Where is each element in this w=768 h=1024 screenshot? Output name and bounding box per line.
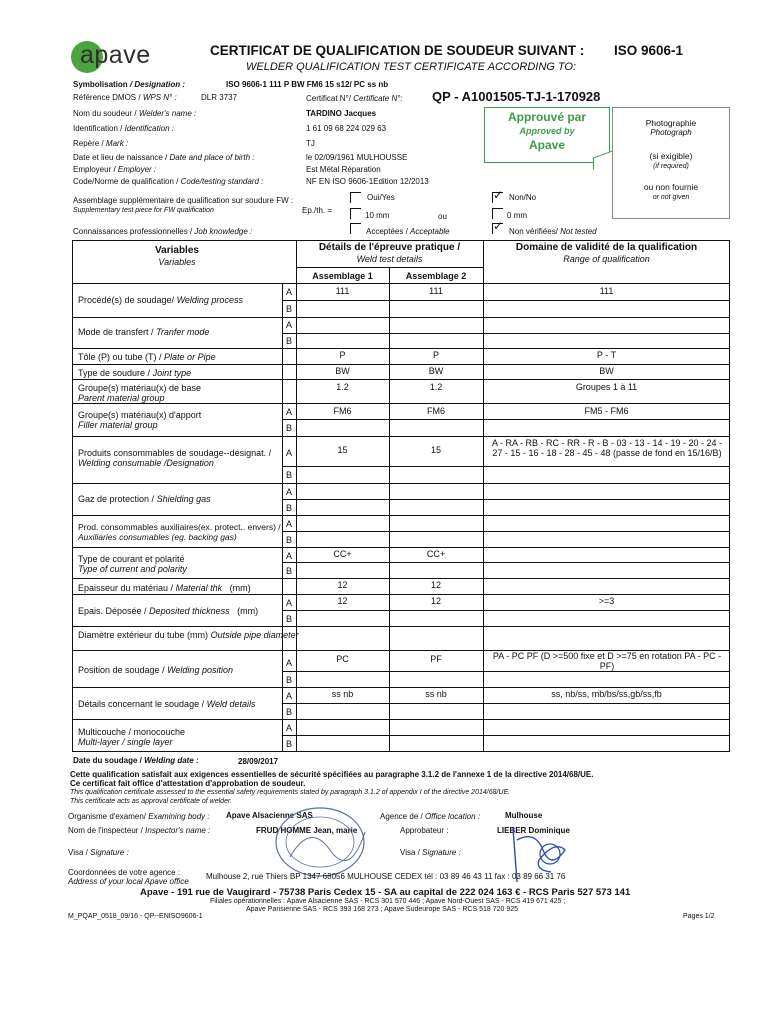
ep-0mm-label: 0 mm xyxy=(507,211,527,220)
coord-label: Coordonnées de votre agence : xyxy=(68,868,181,877)
code-label: Code/Norme de qualification / Code/testing standard : xyxy=(73,177,264,186)
approver-label: Approbateur : xyxy=(400,826,449,835)
row-consumables-label: Produits consommables de soudage--désignat. / Welding consumable /Designation xyxy=(78,448,272,468)
joint-a1: BW xyxy=(335,366,350,376)
ep-label: Ep./th. = xyxy=(302,206,333,215)
row-multilayer-label: Multicouche / monocouche xyxy=(78,727,186,737)
deposited-range: >=3 xyxy=(598,596,615,606)
plate-a2: P xyxy=(432,350,439,360)
col-range: Domaine de validité de la qualification xyxy=(515,242,698,253)
parent-range: Groupes 1 à 11 xyxy=(575,382,638,392)
name-value: TARDINO Jacques xyxy=(306,109,377,118)
thk-a2: 12 xyxy=(430,580,441,590)
coord-label-en: Address of your local Apave office xyxy=(68,877,189,886)
approver-value: LIEBER Dominique xyxy=(497,826,570,835)
row-filler-en: Filler material group xyxy=(78,420,158,430)
parent-a1: 1.2 xyxy=(336,382,349,392)
birth-value: le 02/09/1961 MULHOUSSE xyxy=(306,153,408,162)
row-a-marker: A xyxy=(285,519,292,529)
company-info: Apave - 191 rue de Vaugirard - 75738 Paris Cedex 15 - SA au capital de 222 024 163 € - RCS Paris 527 573 141 xyxy=(140,887,631,898)
coord-value: Mulhouse 2, rue Thiers BP 1347 68056 MULHOUSE CEDEX tél : 03 89 46 43 11 fax : 03 89 66 31 76 xyxy=(206,872,566,881)
photo-or-en: or not given xyxy=(652,194,690,201)
stamp-line-1: Approuvé par xyxy=(507,110,586,124)
code-value: NF EN ISO 9606-1Edition 12/2013 xyxy=(306,177,429,186)
photo-required: (si exigible) xyxy=(649,151,693,161)
office-label: Agence de / Office location : xyxy=(380,812,481,821)
current-a2: CC+ xyxy=(426,549,446,559)
dmos-label: Référence DMOS / WPS N° : xyxy=(73,93,177,102)
symbol-value: ISO 9606-1 111 P BW FM6 15 s12/ PC ss nb xyxy=(226,80,389,89)
filler-a2: FM6 xyxy=(427,406,445,416)
visa-label-left: Visa / Signature : xyxy=(68,848,129,857)
current-a1: CC+ xyxy=(333,549,352,559)
row-diameter-label: Diamètre extérieur du tube (mm) Outside pipe diameter xyxy=(78,630,299,640)
row-b-marker: B xyxy=(285,535,292,545)
cert-value: QP - A1001505-TJ-1-170928 xyxy=(432,89,601,104)
visa-label-right: Visa / Signature : xyxy=(400,848,461,857)
approved-stamp xyxy=(484,107,610,163)
consumables-a1: 15 xyxy=(337,445,348,455)
logo-text: apave xyxy=(80,41,151,69)
fw-no-label: Non/No xyxy=(509,193,537,202)
position-range: PA - PC PF (D >=500 fixe et D >=75 en rotation PA - PC - PF) xyxy=(492,651,722,671)
row-parent-material-en: Parent material group xyxy=(78,393,165,403)
plate-a1: P xyxy=(339,350,346,360)
row-b-marker: B xyxy=(285,304,292,314)
filler-a1: FM6 xyxy=(333,406,352,416)
process-a1: 111 xyxy=(335,286,350,296)
id-value: 1 61 09 68 224 029 63 xyxy=(306,124,387,133)
row-current-label: Type de courant et polarité xyxy=(78,554,185,564)
position-a2: PF xyxy=(430,654,442,664)
photo-title: Photographie xyxy=(645,118,697,128)
page-number: Pages 1/2 xyxy=(683,913,715,920)
photo-title-en: Photograph xyxy=(650,128,692,137)
row-b-marker: B xyxy=(285,707,292,717)
dmos-value: DLR 3737 xyxy=(201,93,238,102)
page-title: CERTIFICAT DE QUALIFICATION DE SOUDEUR SUIVANT : xyxy=(210,43,585,58)
ep-0mm-checkbox[interactable] xyxy=(492,208,503,219)
employer-value: Est Métal Réparation xyxy=(306,165,381,174)
knowledge-not-verified-label: Non vérifiées/ Not tested xyxy=(509,227,597,236)
deposited-a2: 12 xyxy=(430,596,441,606)
row-current-en: Type of current and polarity xyxy=(78,564,187,574)
row-plate-pipe-label: Tôle (P) ou tube (T) / Plate or Pipe xyxy=(78,352,216,362)
knowledge-not-verified-checkbox[interactable] xyxy=(492,223,503,234)
mark-value: TJ xyxy=(306,139,315,148)
joint-a2: BW xyxy=(428,366,444,376)
directive-text-3: This qualification certificate assessed to the essential safety requirements stated by paragraph 3.1.2 of appendix I of the directive 2014/68/UE. xyxy=(70,789,511,796)
welding-date-label: Date du soudage / Welding date : xyxy=(73,756,199,765)
row-b-marker: B xyxy=(285,503,292,513)
row-auxiliaries-label: Prod. consommables auxiliaires(ex. protect.. envers) / Auxiliaries consumables (eg. backing gas) xyxy=(78,522,281,542)
deposited-a1: 12 xyxy=(337,596,348,606)
position-a1: PC xyxy=(336,654,349,664)
row-process-label: Procédé(s) de soudage/ Welding process xyxy=(78,295,243,305)
ep-10mm-checkbox[interactable] xyxy=(350,208,361,219)
photo-or: ou non fournie xyxy=(643,182,699,192)
col-assembly-2: Assemblage 2 xyxy=(405,271,467,281)
photo-box xyxy=(612,107,730,219)
row-material-thk-label: Epaisseur du matériau / Material thk (mm) xyxy=(78,583,251,593)
row-a-marker: A xyxy=(285,407,292,417)
col-range-en: Range of qualification xyxy=(563,254,650,264)
name-label: Nom du soudeur / Welder's name : xyxy=(73,109,197,118)
row-a-marker: A xyxy=(285,551,292,561)
fw-yes-checkbox[interactable] xyxy=(350,192,361,203)
inspector-seal-icon xyxy=(270,802,380,882)
symbol-label: Symbolisation / Designation : xyxy=(73,80,186,89)
filiales-1: Filiales opérationnelles : Apave Alsacienne SAS - RCS 301 570 446 ; Apave Nord-Ouest SAS - RCS 419 671 425 ; xyxy=(210,898,566,905)
row-filler-label: Groupe(s) matériau(x) d'apport xyxy=(78,410,202,420)
row-multilayer-en: Multi-layer / single layer xyxy=(78,737,173,747)
ep-10mm-label: 10 mm xyxy=(365,211,390,220)
col-variables: Variables xyxy=(155,245,199,256)
process-a2: 111 xyxy=(429,286,443,296)
examining-body-value: Apave Alsacienne SAS xyxy=(226,811,313,820)
consumables-a2: 15 xyxy=(430,445,441,455)
details-a1: ss nb xyxy=(331,689,354,699)
directive-text-2: Ce certificat fait office d'attestation d'approbation de soudeur. xyxy=(70,779,306,788)
row-shielding-gas-label: Gaz de protection / Shielding gas xyxy=(78,494,211,504)
col-assembly-1: Assemblage 1 xyxy=(312,271,373,281)
row-b-marker: B xyxy=(285,675,292,685)
office-value: Mulhouse xyxy=(505,811,543,820)
knowledge-accepted-label: Acceptées / Acceptable xyxy=(366,227,450,236)
fw-label: Assemblage supplémentaire de qualification sur soudure FW : xyxy=(73,196,294,205)
row-weld-details-label: Détails concernant le soudage / Weld details xyxy=(78,699,256,709)
joint-range: BW xyxy=(599,366,614,376)
row-a-marker: A xyxy=(285,598,292,608)
photo-required-en: (if required) xyxy=(653,163,689,170)
directive-text-4: This certificate acts as approval certificate of welder. xyxy=(70,798,232,805)
row-b-marker: B xyxy=(285,614,292,624)
details-range: ss, nb/ss, mb/bs/ss,gb/ss,fb xyxy=(551,689,662,699)
thk-a1: 12 xyxy=(337,580,348,590)
row-b-marker: B xyxy=(285,566,292,576)
process-range: 111 xyxy=(599,286,614,296)
stamp-corner-icon xyxy=(593,150,613,169)
mark-label: Repère / Mark : xyxy=(73,139,129,148)
row-a-marker: A xyxy=(285,320,292,330)
row-a-marker: A xyxy=(285,487,292,497)
col-weld-test: Détails de l'épreuve pratique / xyxy=(318,242,461,253)
document-reference: M_PQAP_0518_09/16 - QP--ENISO9606-1 xyxy=(68,913,203,920)
inspector-value: FRUD HOMME Jean, marie xyxy=(256,826,358,835)
row-a-marker: A xyxy=(285,287,292,297)
stamp-line-3: Apave xyxy=(528,138,566,152)
row-a-marker: A xyxy=(285,723,292,733)
consumables-range: A - RA - RB - RC - RR - R - B - 03 - 13 - 14 - 19 - 20 - 24 - 27 - 15 - 16 - 18 - 28 - 45 - 48 (passe de fond en 15/16/B) xyxy=(491,438,723,458)
id-label: Identification / Identification : xyxy=(73,124,174,133)
knowledge-accepted-checkbox[interactable] xyxy=(350,223,361,234)
fw-yes-label: Oui/Yes xyxy=(367,193,395,202)
row-transfer-label: Mode de transfert / Tranfer mode xyxy=(78,327,210,337)
parent-a2: 1.2 xyxy=(429,382,443,392)
row-b-marker: B xyxy=(285,336,292,346)
filler-range: FM5 - FM6 xyxy=(584,406,629,416)
col-weld-test-en: Weld test details xyxy=(356,254,423,264)
row-parent-material-label: Groupe(s) matériau(x) de base xyxy=(78,383,202,393)
filiales-2: Apave Parisienne SAS - RCS 393 168 273 ; Apave Sudeurope SAS - RCS 518 720 925 xyxy=(246,906,519,913)
ep-or-label: ou xyxy=(438,212,447,221)
row-deposited-label: Epais. Déposée / Deposited thickness (mm) xyxy=(78,606,259,616)
row-position-label: Position de soudage / Welding position xyxy=(78,665,233,675)
employer-label: Employeur / Employer : xyxy=(73,165,157,174)
row-b-marker: B xyxy=(285,470,292,480)
examining-body-label: Organisme d'examen/ Examining body : xyxy=(68,812,210,821)
row-a-marker: A xyxy=(285,448,292,458)
details-a2: ss nb xyxy=(425,689,447,699)
standard-number: ISO 9606-1 xyxy=(614,43,684,58)
page-subtitle: WELDER QUALIFICATION TEST CERTIFICATE ACCORDING TO: xyxy=(246,61,577,73)
directive-text-1: Cette qualification satisfait aux exigences essentielles de sécurité spécifiées au paragraphe 3.1.2 de l'annexe 1 de la directive 2014/68/UE. xyxy=(70,770,594,779)
stamp-line-2: Approved by xyxy=(519,126,575,136)
row-b-marker: B xyxy=(285,739,292,749)
col-variables-en: Variables xyxy=(158,257,196,267)
row-joint-type-label: Type de soudure / Joint type xyxy=(78,368,192,378)
fw-no-checkbox[interactable] xyxy=(492,192,503,203)
birth-label: Date et lieu de naissance / Date and place of birth : xyxy=(73,153,255,162)
knowledge-label: Connaissances professionnelles / Job knowledge : xyxy=(73,227,253,236)
inspector-label: Nom de l'inspecteur / Inspector's name : xyxy=(68,826,211,835)
row-b-marker: B xyxy=(285,423,292,433)
row-a-marker: A xyxy=(285,658,292,668)
welding-date-value: 28/09/2017 xyxy=(238,757,279,766)
fw-label-en: Supplementary test piece for FW qualification xyxy=(73,207,214,214)
plate-range: P - T xyxy=(596,350,617,360)
cert-label: Certificat N°/ Certificate N°: xyxy=(306,94,403,103)
row-a-marker: A xyxy=(285,691,292,701)
